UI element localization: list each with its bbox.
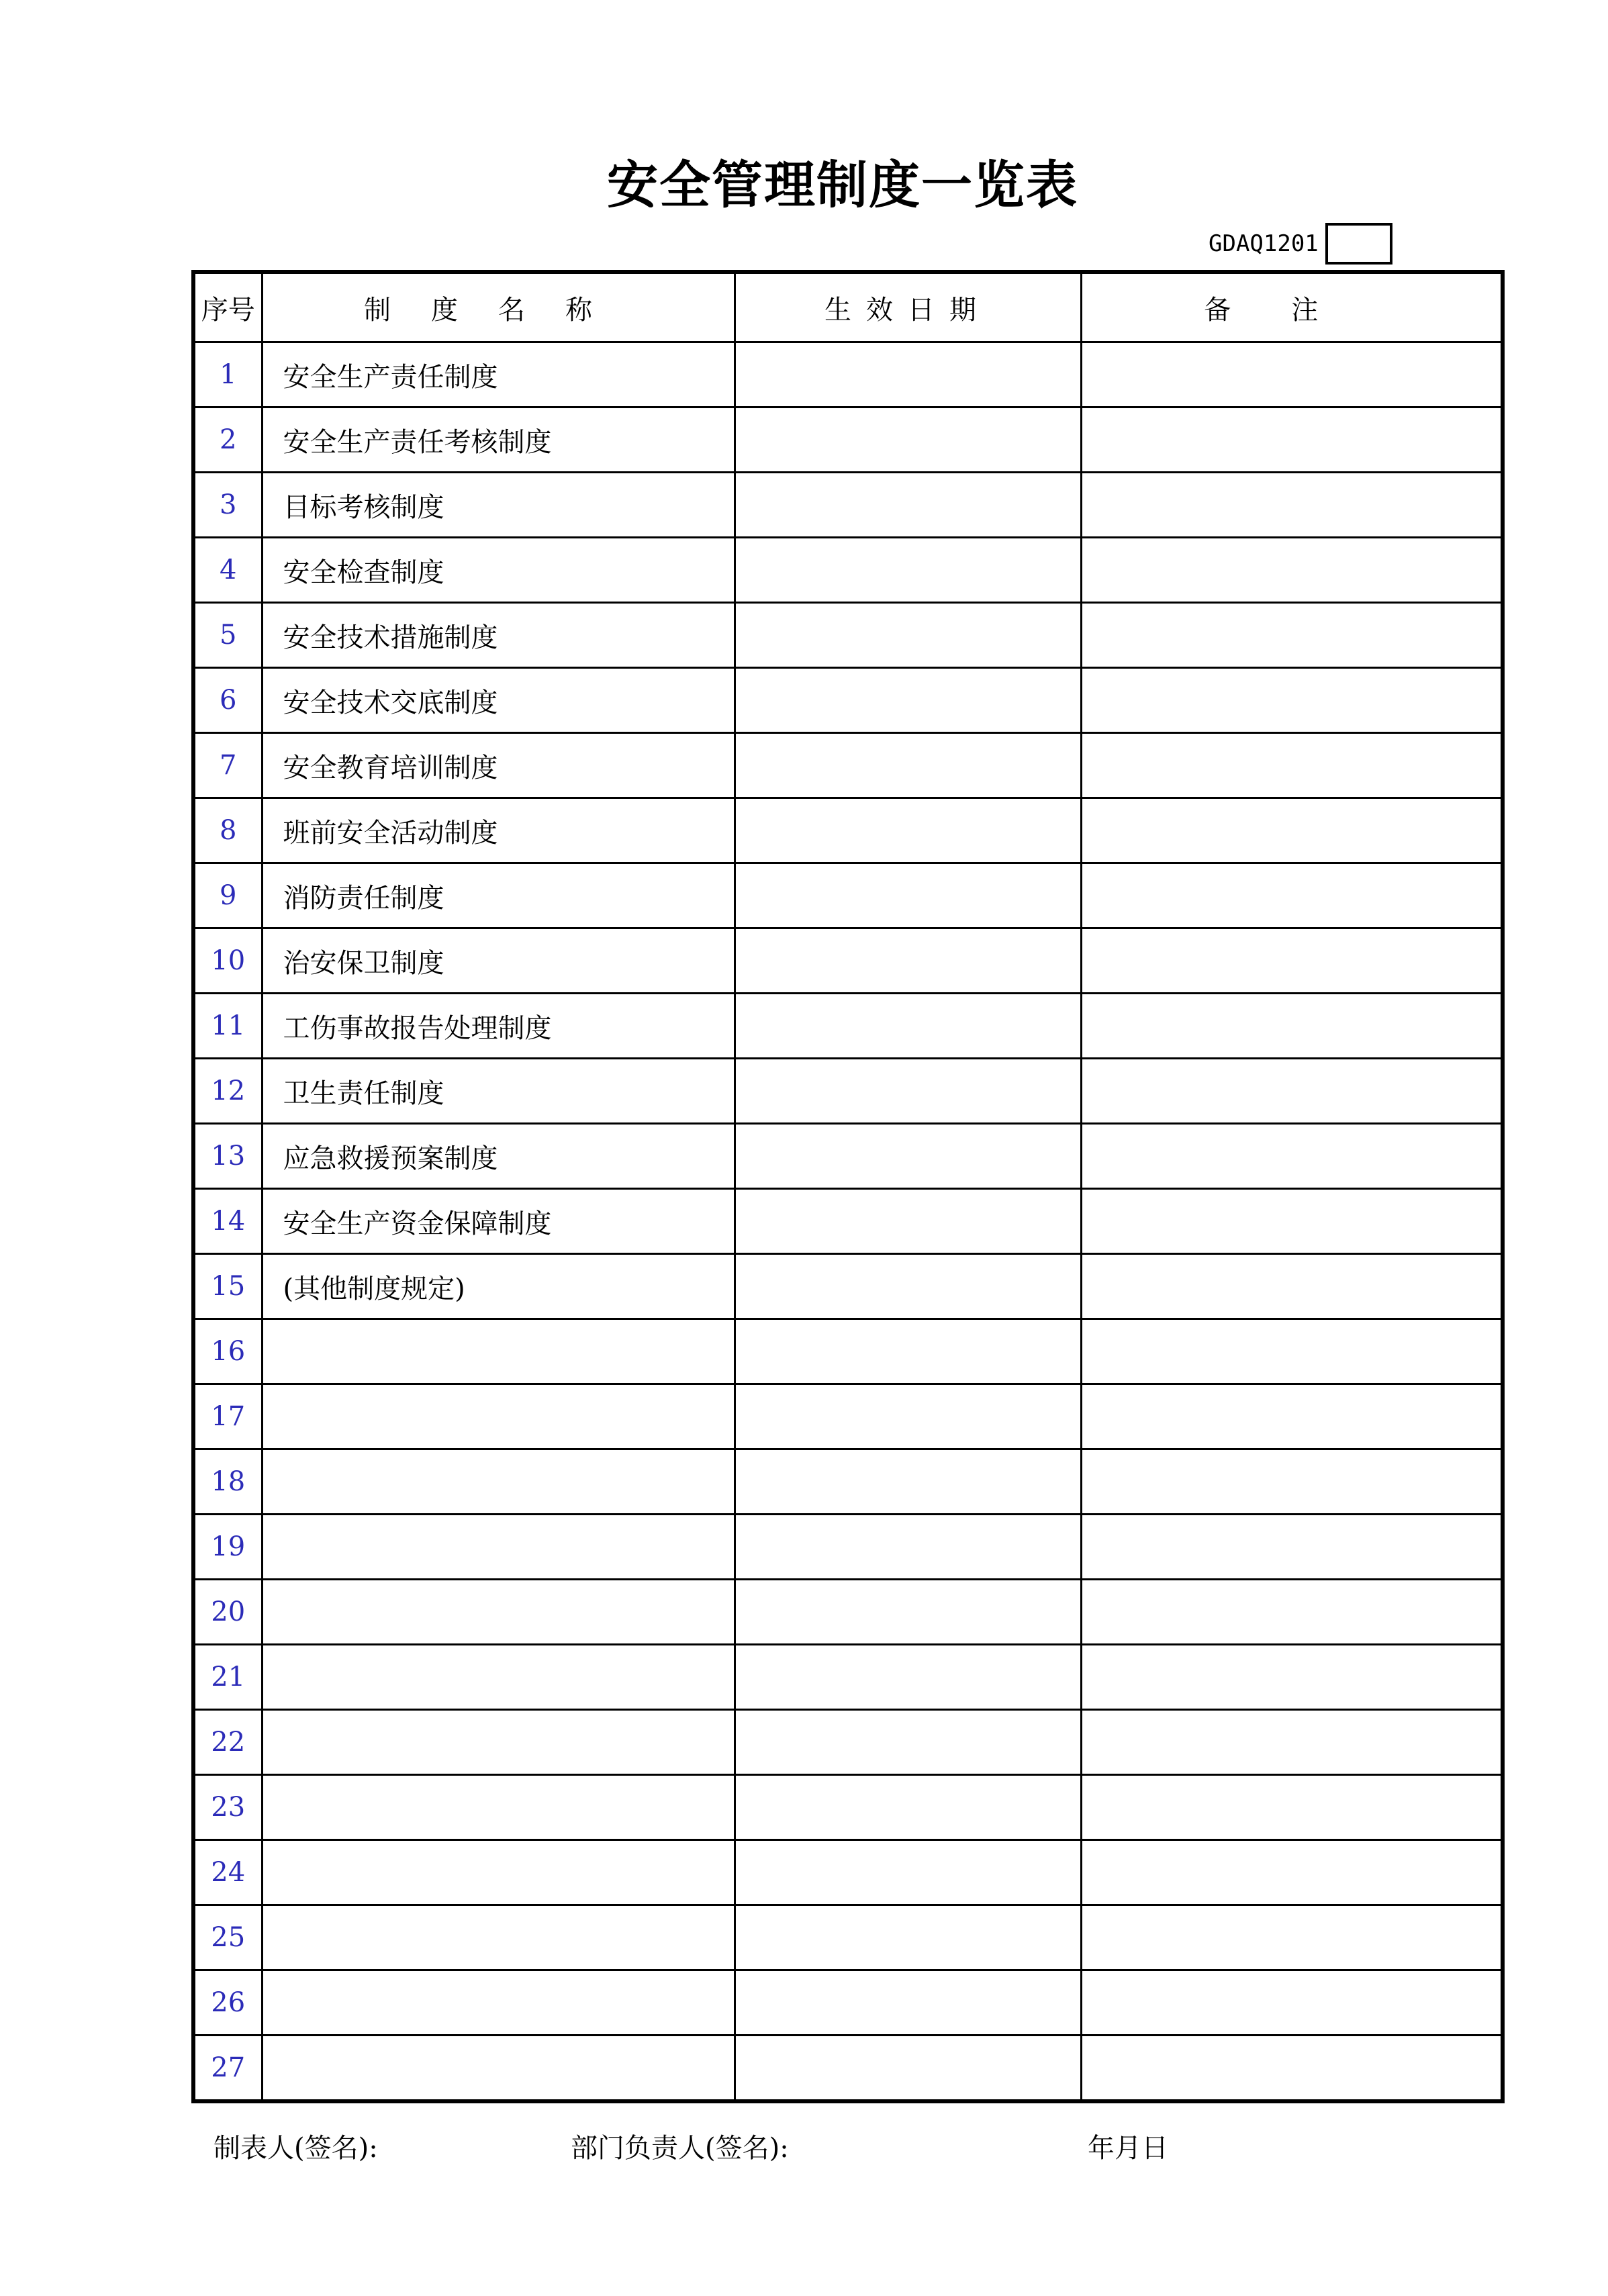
effective-date-cell[interactable] <box>735 1124 1081 1189</box>
effective-date-cell[interactable] <box>735 668 1081 733</box>
form-code-box[interactable] <box>1325 223 1392 265</box>
row-index: 21 <box>193 1645 262 1710</box>
table-row <box>193 1645 1503 1710</box>
row-index: 26 <box>193 1970 262 2036</box>
regulation-name-cell[interactable]: 安全技术交底制度 <box>262 668 735 733</box>
effective-date-cell[interactable] <box>735 1254 1081 1319</box>
header-date: 生效日期 <box>735 272 1081 342</box>
remarks-cell[interactable] <box>1081 1059 1503 1124</box>
remarks-cell[interactable] <box>1081 1710 1503 1775</box>
regulation-name-cell[interactable] <box>262 1645 735 1710</box>
table-row <box>193 538 1503 603</box>
table-row <box>193 1124 1503 1189</box>
row-index: 2 <box>193 408 262 473</box>
remarks-cell[interactable] <box>1081 1840 1503 1905</box>
effective-date-cell[interactable] <box>735 863 1081 928</box>
regulation-name-cell[interactable]: 应急救援预案制度 <box>262 1124 735 1189</box>
remarks-cell[interactable] <box>1081 1970 1503 2036</box>
table-row <box>193 1710 1503 1775</box>
row-index: 17 <box>193 1384 262 1449</box>
table-row <box>193 733 1503 798</box>
remarks-cell[interactable] <box>1081 668 1503 733</box>
regulation-name-cell[interactable]: 消防责任制度 <box>262 863 735 928</box>
table-row <box>193 798 1503 863</box>
row-index: 14 <box>193 1189 262 1254</box>
remarks-cell[interactable] <box>1081 408 1503 473</box>
regulation-name-cell[interactable]: 安全技术措施制度 <box>262 603 735 668</box>
table-row <box>193 1775 1503 1840</box>
effective-date-cell[interactable] <box>735 1580 1081 1645</box>
row-index: 10 <box>193 928 262 994</box>
effective-date-cell[interactable] <box>735 473 1081 538</box>
regulation-name-cell[interactable]: 卫生责任制度 <box>262 1059 735 1124</box>
regulation-name-cell[interactable] <box>262 1319 735 1384</box>
regulation-table <box>191 270 1505 2103</box>
remarks-cell[interactable] <box>1081 1189 1503 1254</box>
table-header-row <box>193 272 1503 342</box>
effective-date-cell[interactable] <box>735 1189 1081 1254</box>
remarks-cell[interactable] <box>1081 473 1503 538</box>
header-name: 制度名称 <box>262 272 735 342</box>
maker-signature-label: 制表人(签名): <box>214 2133 378 2164</box>
effective-date-cell[interactable] <box>735 1905 1081 1970</box>
effective-date-cell[interactable] <box>735 1319 1081 1384</box>
row-index: 5 <box>193 603 262 668</box>
table-row <box>193 668 1503 733</box>
remarks-cell[interactable] <box>1081 1645 1503 1710</box>
page-title: 安全管理制度一览表 <box>607 155 1078 215</box>
table-row <box>193 2036 1503 2102</box>
regulation-name-cell[interactable] <box>262 1905 735 1970</box>
regulation-name-cell[interactable] <box>262 1710 735 1775</box>
regulation-name-cell[interactable] <box>262 1970 735 2036</box>
row-index: 27 <box>193 2036 262 2102</box>
remarks-cell[interactable] <box>1081 1580 1503 1645</box>
remarks-cell[interactable] <box>1081 603 1503 668</box>
row-index: 11 <box>193 994 262 1059</box>
remarks-cell[interactable] <box>1081 2036 1503 2102</box>
regulation-name-cell[interactable]: (其他制度规定) <box>262 1254 735 1319</box>
effective-date-cell[interactable] <box>735 1970 1081 2036</box>
table-row <box>193 1189 1503 1254</box>
row-index: 25 <box>193 1905 262 1970</box>
effective-date-cell[interactable] <box>735 994 1081 1059</box>
table-row <box>193 1384 1503 1449</box>
row-index: 24 <box>193 1840 262 1905</box>
remarks-cell[interactable] <box>1081 1449 1503 1515</box>
regulation-name-cell[interactable]: 治安保卫制度 <box>262 928 735 994</box>
regulation-name-cell[interactable] <box>262 1840 735 1905</box>
form-code-area <box>1209 222 1392 266</box>
remarks-cell[interactable] <box>1081 1384 1503 1449</box>
effective-date-cell[interactable] <box>735 1449 1081 1515</box>
table-row <box>193 342 1503 408</box>
regulation-name-cell[interactable]: 工伤事故报告处理制度 <box>262 994 735 1059</box>
effective-date-cell[interactable] <box>735 733 1081 798</box>
table-row <box>193 928 1503 994</box>
effective-date-cell[interactable] <box>735 1059 1081 1124</box>
effective-date-cell[interactable] <box>735 1710 1081 1775</box>
row-index: 1 <box>193 342 262 408</box>
table-row <box>193 1515 1503 1580</box>
regulation-name-cell[interactable] <box>262 1580 735 1645</box>
regulation-name-cell[interactable]: 安全检查制度 <box>262 538 735 603</box>
remarks-cell[interactable] <box>1081 342 1503 408</box>
row-index: 7 <box>193 733 262 798</box>
dept-head-signature-label: 部门负责人(签名): <box>571 2133 789 2164</box>
effective-date-cell[interactable] <box>735 1775 1081 1840</box>
year-label: 年 <box>1088 2133 1115 2164</box>
row-index: 12 <box>193 1059 262 1124</box>
row-index: 13 <box>193 1124 262 1189</box>
effective-date-cell[interactable] <box>735 1840 1081 1905</box>
regulation-name-cell[interactable]: 安全生产资金保障制度 <box>262 1189 735 1254</box>
regulation-name-cell[interactable] <box>262 1775 735 1840</box>
row-index: 20 <box>193 1580 262 1645</box>
remarks-cell[interactable] <box>1081 928 1503 994</box>
remarks-cell[interactable] <box>1081 1775 1503 1840</box>
remarks-cell[interactable] <box>1081 538 1503 603</box>
table-row <box>193 1580 1503 1645</box>
day-label: 日 <box>1141 2133 1168 2164</box>
month-label: 月 <box>1115 2133 1141 2164</box>
effective-date-cell[interactable] <box>735 603 1081 668</box>
row-index: 15 <box>193 1254 262 1319</box>
signature-footer <box>214 2127 1489 2167</box>
regulation-name-cell[interactable] <box>262 1384 735 1449</box>
remarks-cell[interactable] <box>1081 863 1503 928</box>
remarks-cell[interactable] <box>1081 798 1503 863</box>
table-row <box>193 473 1503 538</box>
table-row <box>193 1970 1503 2036</box>
row-index: 16 <box>193 1319 262 1384</box>
effective-date-cell[interactable] <box>735 798 1081 863</box>
regulation-name-cell[interactable]: 安全教育培训制度 <box>262 733 735 798</box>
table-row <box>193 1905 1503 1970</box>
row-index: 19 <box>193 1515 262 1580</box>
row-index: 6 <box>193 668 262 733</box>
effective-date-cell[interactable] <box>735 2036 1081 2102</box>
effective-date-cell[interactable] <box>735 1515 1081 1580</box>
table-row <box>193 863 1503 928</box>
form-code: GDAQ1201 <box>1209 230 1319 257</box>
regulation-name-cell[interactable] <box>262 1515 735 1580</box>
effective-date-cell[interactable] <box>735 1645 1081 1710</box>
row-index: 8 <box>193 798 262 863</box>
effective-date-cell[interactable] <box>735 538 1081 603</box>
row-index: 23 <box>193 1775 262 1840</box>
effective-date-cell[interactable] <box>735 1384 1081 1449</box>
table-row <box>193 408 1503 473</box>
row-index: 9 <box>193 863 262 928</box>
table-row <box>193 1059 1503 1124</box>
regulation-name-cell[interactable] <box>262 1449 735 1515</box>
remarks-cell[interactable] <box>1081 1515 1503 1580</box>
table-row <box>193 1840 1503 1905</box>
remarks-cell[interactable] <box>1081 1254 1503 1319</box>
regulation-name-cell[interactable] <box>262 2036 735 2102</box>
table-row <box>193 1319 1503 1384</box>
remarks-cell[interactable] <box>1081 994 1503 1059</box>
header-note: 备注 <box>1081 272 1503 342</box>
table-row <box>193 603 1503 668</box>
regulation-name-cell[interactable]: 安全生产责任制度 <box>262 342 735 408</box>
row-index: 18 <box>193 1449 262 1515</box>
remarks-cell[interactable] <box>1081 1905 1503 1970</box>
regulation-name-cell[interactable]: 目标考核制度 <box>262 473 735 538</box>
effective-date-cell[interactable] <box>735 342 1081 408</box>
regulation-name-cell[interactable]: 班前安全活动制度 <box>262 798 735 863</box>
regulation-name-cell[interactable]: 安全生产责任考核制度 <box>262 408 735 473</box>
table-row <box>193 994 1503 1059</box>
table-body <box>193 342 1503 2102</box>
date-fields <box>1088 2127 1168 2165</box>
row-index: 3 <box>193 473 262 538</box>
table-row <box>193 1254 1503 1319</box>
row-index: 4 <box>193 538 262 603</box>
remarks-cell[interactable] <box>1081 1124 1503 1189</box>
effective-date-cell[interactable] <box>735 928 1081 994</box>
remarks-cell[interactable] <box>1081 733 1503 798</box>
remarks-cell[interactable] <box>1081 1319 1503 1384</box>
header-index: 序号 <box>193 272 262 342</box>
table-row <box>193 1449 1503 1515</box>
row-index: 22 <box>193 1710 262 1775</box>
effective-date-cell[interactable] <box>735 408 1081 473</box>
